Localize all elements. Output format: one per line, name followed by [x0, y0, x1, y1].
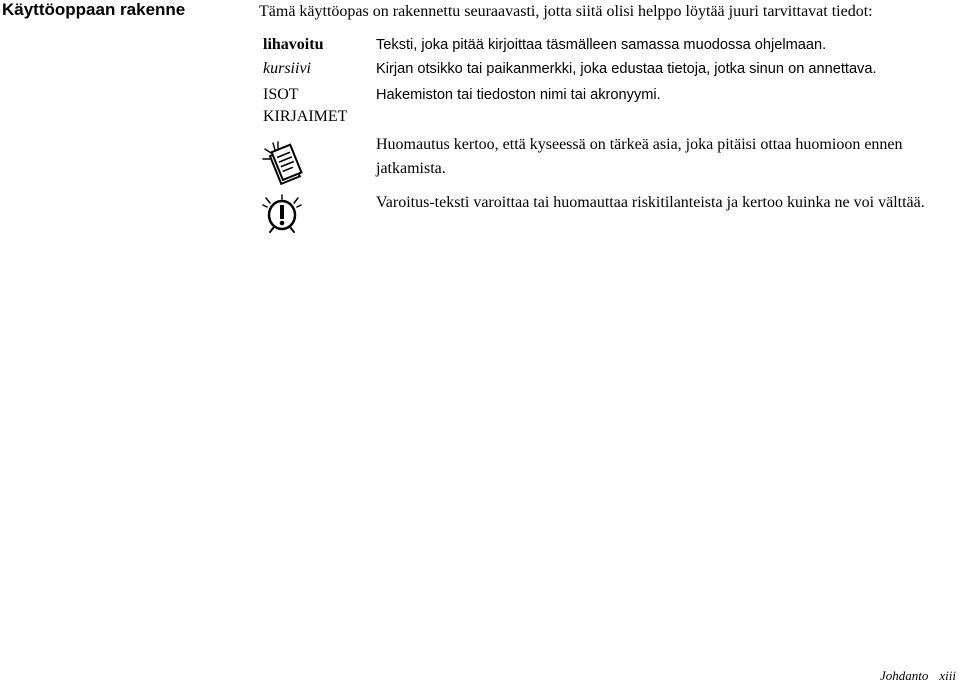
intro-text: Tämä käyttöopas on rakennettu seuraavasti, jotta siitä olisi helppo löytää juuri tarvittavat tiedot: — [259, 3, 873, 20]
footer-chapter: Johdanto — [880, 668, 929, 683]
term-italic: kursiivi — [263, 60, 311, 77]
section-title: Käyttöoppaan rakenne — [2, 0, 186, 19]
description-uppercase: Hakemiston tai tiedoston nimi tai akronyymi. — [376, 87, 661, 103]
warning-icon — [262, 194, 302, 239]
description-bold: Teksti, joka pitää kirjoittaa täsmälleen samassa muodossa ohjelmaan. — [376, 37, 827, 53]
page-footer — [880, 668, 956, 684]
term-uppercase-line2: KIRJAIMET — [263, 108, 348, 125]
description-italic: Kirjan otsikko tai paikanmerkki, joka edustaa tietoja, jotka sinun on annettava. — [376, 61, 877, 77]
description-note: Huomautus kertoo, että kyseessä on tärkeä asia, joka pitäisi ottaa huomioon ennen jatkamista. — [376, 136, 903, 177]
note-icon — [262, 141, 304, 194]
term-bold: lihavoitu — [263, 36, 324, 53]
footer-page-number: xiii — [939, 668, 956, 683]
description-warning: Varoitus-teksti varoittaa tai huomauttaa riskitilanteista ja kertoo kuinka ne voi välttää. — [376, 194, 925, 211]
term-uppercase-line1: ISOT — [263, 86, 299, 103]
